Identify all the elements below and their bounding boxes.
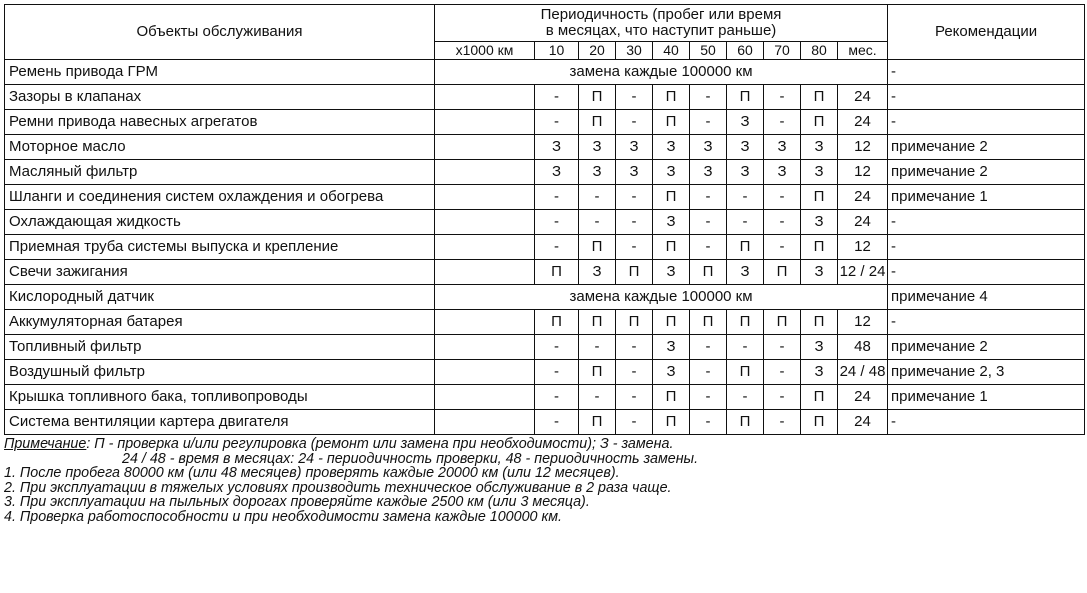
row-service-cell: -	[616, 85, 653, 110]
row-object-name: Система вентиляции картера двигателя	[5, 410, 435, 435]
row-object-name: Зазоры в клапанах	[5, 85, 435, 110]
row-service-cell: П	[690, 310, 727, 335]
table-row	[5, 210, 1085, 235]
row-service-cell: -	[690, 385, 727, 410]
row-service-cell: П	[653, 185, 690, 210]
row-service-cell: З	[653, 335, 690, 360]
row-service-cell: -	[690, 110, 727, 135]
header-mileage: 10	[535, 42, 579, 60]
row-service-cell: З	[727, 110, 764, 135]
row-service-cell: -	[616, 210, 653, 235]
header-mileage: 80	[801, 42, 838, 60]
row-service-cell: П	[727, 310, 764, 335]
row-service-cell: -	[535, 410, 579, 435]
row-months: 48	[838, 335, 888, 360]
table-row	[5, 235, 1085, 260]
row-object-name: Воздушный фильтр	[5, 360, 435, 385]
table-row	[5, 310, 1085, 335]
row-service-cell: П	[727, 360, 764, 385]
row-service-cell: З	[801, 360, 838, 385]
row-recommendation: примечание 2	[888, 335, 1085, 360]
row-months: 24	[838, 210, 888, 235]
row-service-cell: -	[727, 185, 764, 210]
header-mileage: 60	[727, 42, 764, 60]
notes-legend-text: : П - проверка и/или регулировка (ремонт или замена при необходимости); З - замена.	[86, 436, 674, 452]
row-object-name: Крышка топливного бака, топливопроводы	[5, 385, 435, 410]
row-service-cell: П	[801, 310, 838, 335]
note-item: 3. При эксплуатации на пыльных дорогах проверяйте каждые 2500 км (или 3 месяца).	[4, 494, 590, 510]
row-recommendation: -	[888, 110, 1085, 135]
row-service-cell: П	[653, 310, 690, 335]
row-service-cell: -	[535, 385, 579, 410]
row-service-cell: З	[727, 260, 764, 285]
row-unit-cell	[435, 85, 535, 110]
header-mileage: 50	[690, 42, 727, 60]
row-service-cell: З	[653, 160, 690, 185]
row-service-cell: -	[690, 235, 727, 260]
row-service-cell: -	[764, 185, 801, 210]
row-service-cell: -	[616, 235, 653, 260]
row-unit-cell	[435, 385, 535, 410]
row-recommendation: примечание 1	[888, 185, 1085, 210]
header-mileage: 30	[616, 42, 653, 60]
row-object-name: Топливный фильтр	[5, 335, 435, 360]
table-row	[5, 360, 1085, 385]
header-mileage: 40	[653, 42, 690, 60]
row-service-cell: -	[764, 385, 801, 410]
row-service-cell: З	[801, 260, 838, 285]
row-service-cell: З	[616, 160, 653, 185]
header-row	[5, 5, 1085, 42]
row-service-cell: П	[579, 360, 616, 385]
row-service-cell: П	[653, 110, 690, 135]
row-unit-cell	[435, 135, 535, 160]
row-months: 24 / 48	[838, 360, 888, 385]
row-service-cell: -	[579, 185, 616, 210]
row-unit-cell	[435, 210, 535, 235]
table-row	[5, 385, 1085, 410]
notes-legend-months: 24 / 48 - время в месяцах: 24 - периодичность проверки, 48 - периодичность замены.	[122, 450, 699, 467]
notes-label: Примечание	[4, 436, 87, 452]
row-object-name: Аккумуляторная батарея	[5, 310, 435, 335]
row-object-name: Свечи зажигания	[5, 260, 435, 285]
note-item: 1. После пробега 80000 км (или 48 месяцев) проверять каждые 20000 км (или 12 месяцев).	[4, 465, 620, 481]
row-service-cell: -	[764, 335, 801, 360]
row-recommendation: примечание 1	[888, 385, 1085, 410]
row-object-name: Шланги и соединения систем охлаждения и обогрева	[5, 185, 435, 210]
table-row	[5, 185, 1085, 210]
row-service-cell: -	[727, 385, 764, 410]
row-months: 12 / 24	[838, 260, 888, 285]
table-row	[5, 335, 1085, 360]
row-service-cell: П	[579, 110, 616, 135]
row-service-cell: П	[801, 235, 838, 260]
row-service-cell: П	[764, 310, 801, 335]
row-service-cell: З	[579, 160, 616, 185]
row-service-cell: -	[764, 85, 801, 110]
row-months: 12	[838, 160, 888, 185]
header-mileage: 70	[764, 42, 801, 60]
row-service-cell: -	[690, 210, 727, 235]
header-mileage: 20	[579, 42, 616, 60]
row-months: 12	[838, 135, 888, 160]
header-periodicity-line1: Периодичность (пробег или время	[540, 6, 782, 23]
row-recommendation: -	[888, 235, 1085, 260]
row-recommendation: -	[888, 85, 1085, 110]
row-service-cell: З	[727, 135, 764, 160]
row-service-cell: -	[764, 360, 801, 385]
row-service-cell: П	[616, 260, 653, 285]
row-service-cell: -	[579, 210, 616, 235]
row-unit-cell	[435, 110, 535, 135]
row-object-name: Ремень привода ГРМ	[5, 60, 435, 85]
row-service-cell: З	[535, 135, 579, 160]
row-unit-cell	[435, 310, 535, 335]
header-periodicity-line2: в месяцах, что наступит раньше)	[545, 22, 777, 39]
row-service-cell: П	[690, 260, 727, 285]
row-object-name: Охлаждающая жидкость	[5, 210, 435, 235]
row-service-cell: З	[653, 135, 690, 160]
notes	[4, 437, 1085, 524]
row-service-cell: З	[690, 160, 727, 185]
row-service-cell: З	[690, 135, 727, 160]
row-service-cell: -	[616, 360, 653, 385]
row-service-cell: -	[690, 185, 727, 210]
row-months: 24	[838, 185, 888, 210]
row-service-cell: -	[690, 335, 727, 360]
row-recommendation: примечание 2	[888, 160, 1085, 185]
row-service-cell: З	[801, 160, 838, 185]
row-recommendation: примечание 2	[888, 135, 1085, 160]
row-recommendation: -	[888, 310, 1085, 335]
row-service-cell: -	[616, 110, 653, 135]
row-service-cell: -	[579, 335, 616, 360]
row-unit-cell	[435, 360, 535, 385]
row-unit-cell	[435, 260, 535, 285]
row-service-cell: З	[653, 260, 690, 285]
row-service-cell: -	[764, 235, 801, 260]
notes-legend	[4, 437, 1085, 452]
row-unit-cell	[435, 335, 535, 360]
row-service-cell: -	[690, 410, 727, 435]
row-months: 24	[838, 410, 888, 435]
row-service-cell: З	[535, 160, 579, 185]
header-unit-km: x1000 км	[435, 42, 535, 60]
table-row	[5, 410, 1085, 435]
row-service-cell: -	[535, 110, 579, 135]
table-row	[5, 110, 1085, 135]
row-service-cell: З	[727, 160, 764, 185]
row-service-cell: -	[616, 185, 653, 210]
note-item: 4. Проверка работоспособности и при необходимости замена каждые 100000 км.	[4, 508, 562, 525]
row-service-cell: П	[801, 185, 838, 210]
row-service-cell: П	[653, 235, 690, 260]
row-months: 24	[838, 85, 888, 110]
row-interval-span: замена каждые 100000 км	[435, 285, 888, 310]
row-months: 12	[838, 310, 888, 335]
row-service-cell: П	[579, 410, 616, 435]
row-service-cell: -	[727, 335, 764, 360]
row-service-cell: -	[690, 85, 727, 110]
row-service-cell: З	[579, 135, 616, 160]
row-unit-cell	[435, 410, 535, 435]
row-months: 24	[838, 385, 888, 410]
row-service-cell: П	[727, 410, 764, 435]
row-service-cell: П	[579, 85, 616, 110]
maintenance-schedule-sheet	[4, 4, 1085, 524]
row-service-cell: П	[727, 235, 764, 260]
row-service-cell: П	[579, 235, 616, 260]
table-row	[5, 260, 1085, 285]
row-service-cell: З	[801, 335, 838, 360]
header-months: мес.	[838, 42, 888, 60]
row-service-cell: -	[535, 335, 579, 360]
row-service-cell: З	[579, 260, 616, 285]
row-object-name: Моторное масло	[5, 135, 435, 160]
row-object-name: Ремни привода навесных агрегатов	[5, 110, 435, 135]
row-service-cell: -	[764, 110, 801, 135]
row-service-cell: П	[653, 85, 690, 110]
row-service-cell: П	[535, 260, 579, 285]
row-service-cell: -	[690, 360, 727, 385]
row-service-cell: -	[535, 85, 579, 110]
table-row	[5, 85, 1085, 110]
table-row	[5, 135, 1085, 160]
row-service-cell: -	[535, 185, 579, 210]
row-unit-cell	[435, 235, 535, 260]
row-service-cell: -	[579, 385, 616, 410]
row-service-cell: П	[801, 85, 838, 110]
header-objects: Объекты обслуживания	[5, 5, 435, 60]
row-months: 12	[838, 235, 888, 260]
row-object-name: Приемная труба системы выпуска и крепление	[5, 235, 435, 260]
row-service-cell: З	[801, 210, 838, 235]
row-months: 24	[838, 110, 888, 135]
row-service-cell: З	[653, 210, 690, 235]
row-service-cell: П	[801, 385, 838, 410]
row-service-cell: П	[801, 110, 838, 135]
row-service-cell: -	[616, 335, 653, 360]
row-recommendation: -	[888, 260, 1085, 285]
row-service-cell: П	[579, 310, 616, 335]
row-object-name: Масляный фильтр	[5, 160, 435, 185]
row-recommendation: примечание 4	[888, 285, 1085, 310]
row-service-cell: -	[616, 385, 653, 410]
row-unit-cell	[435, 185, 535, 210]
table-row	[5, 160, 1085, 185]
header-periodicity	[435, 5, 888, 42]
row-recommendation: примечание 2, 3	[888, 360, 1085, 385]
row-recommendation: -	[888, 210, 1085, 235]
row-service-cell: З	[764, 135, 801, 160]
row-service-cell: П	[653, 385, 690, 410]
header-recommendations: Рекомендации	[888, 5, 1085, 60]
row-service-cell: З	[616, 135, 653, 160]
row-service-cell: -	[764, 210, 801, 235]
row-service-cell: П	[764, 260, 801, 285]
row-service-cell: -	[727, 210, 764, 235]
row-service-cell: П	[727, 85, 764, 110]
maintenance-schedule-table	[4, 4, 1085, 435]
row-service-cell: -	[764, 410, 801, 435]
row-service-cell: -	[535, 360, 579, 385]
row-service-cell: З	[801, 135, 838, 160]
note-item: 2. При эксплуатации в тяжелых условиях производить техническое обслуживание в 2 раза чаще.	[4, 479, 672, 496]
row-recommendation: -	[888, 410, 1085, 435]
row-service-cell: П	[616, 310, 653, 335]
row-object-name: Кислородный датчик	[5, 285, 435, 310]
row-service-cell: П	[535, 310, 579, 335]
table-row	[5, 285, 1085, 310]
row-service-cell: З	[764, 160, 801, 185]
row-service-cell: -	[535, 235, 579, 260]
row-service-cell: П	[801, 410, 838, 435]
row-service-cell: З	[653, 360, 690, 385]
row-service-cell: -	[616, 410, 653, 435]
row-service-cell: -	[535, 210, 579, 235]
row-service-cell: П	[653, 410, 690, 435]
row-recommendation: -	[888, 60, 1085, 85]
table-row	[5, 60, 1085, 85]
row-unit-cell	[435, 160, 535, 185]
row-interval-span: замена каждые 100000 км	[435, 60, 888, 85]
